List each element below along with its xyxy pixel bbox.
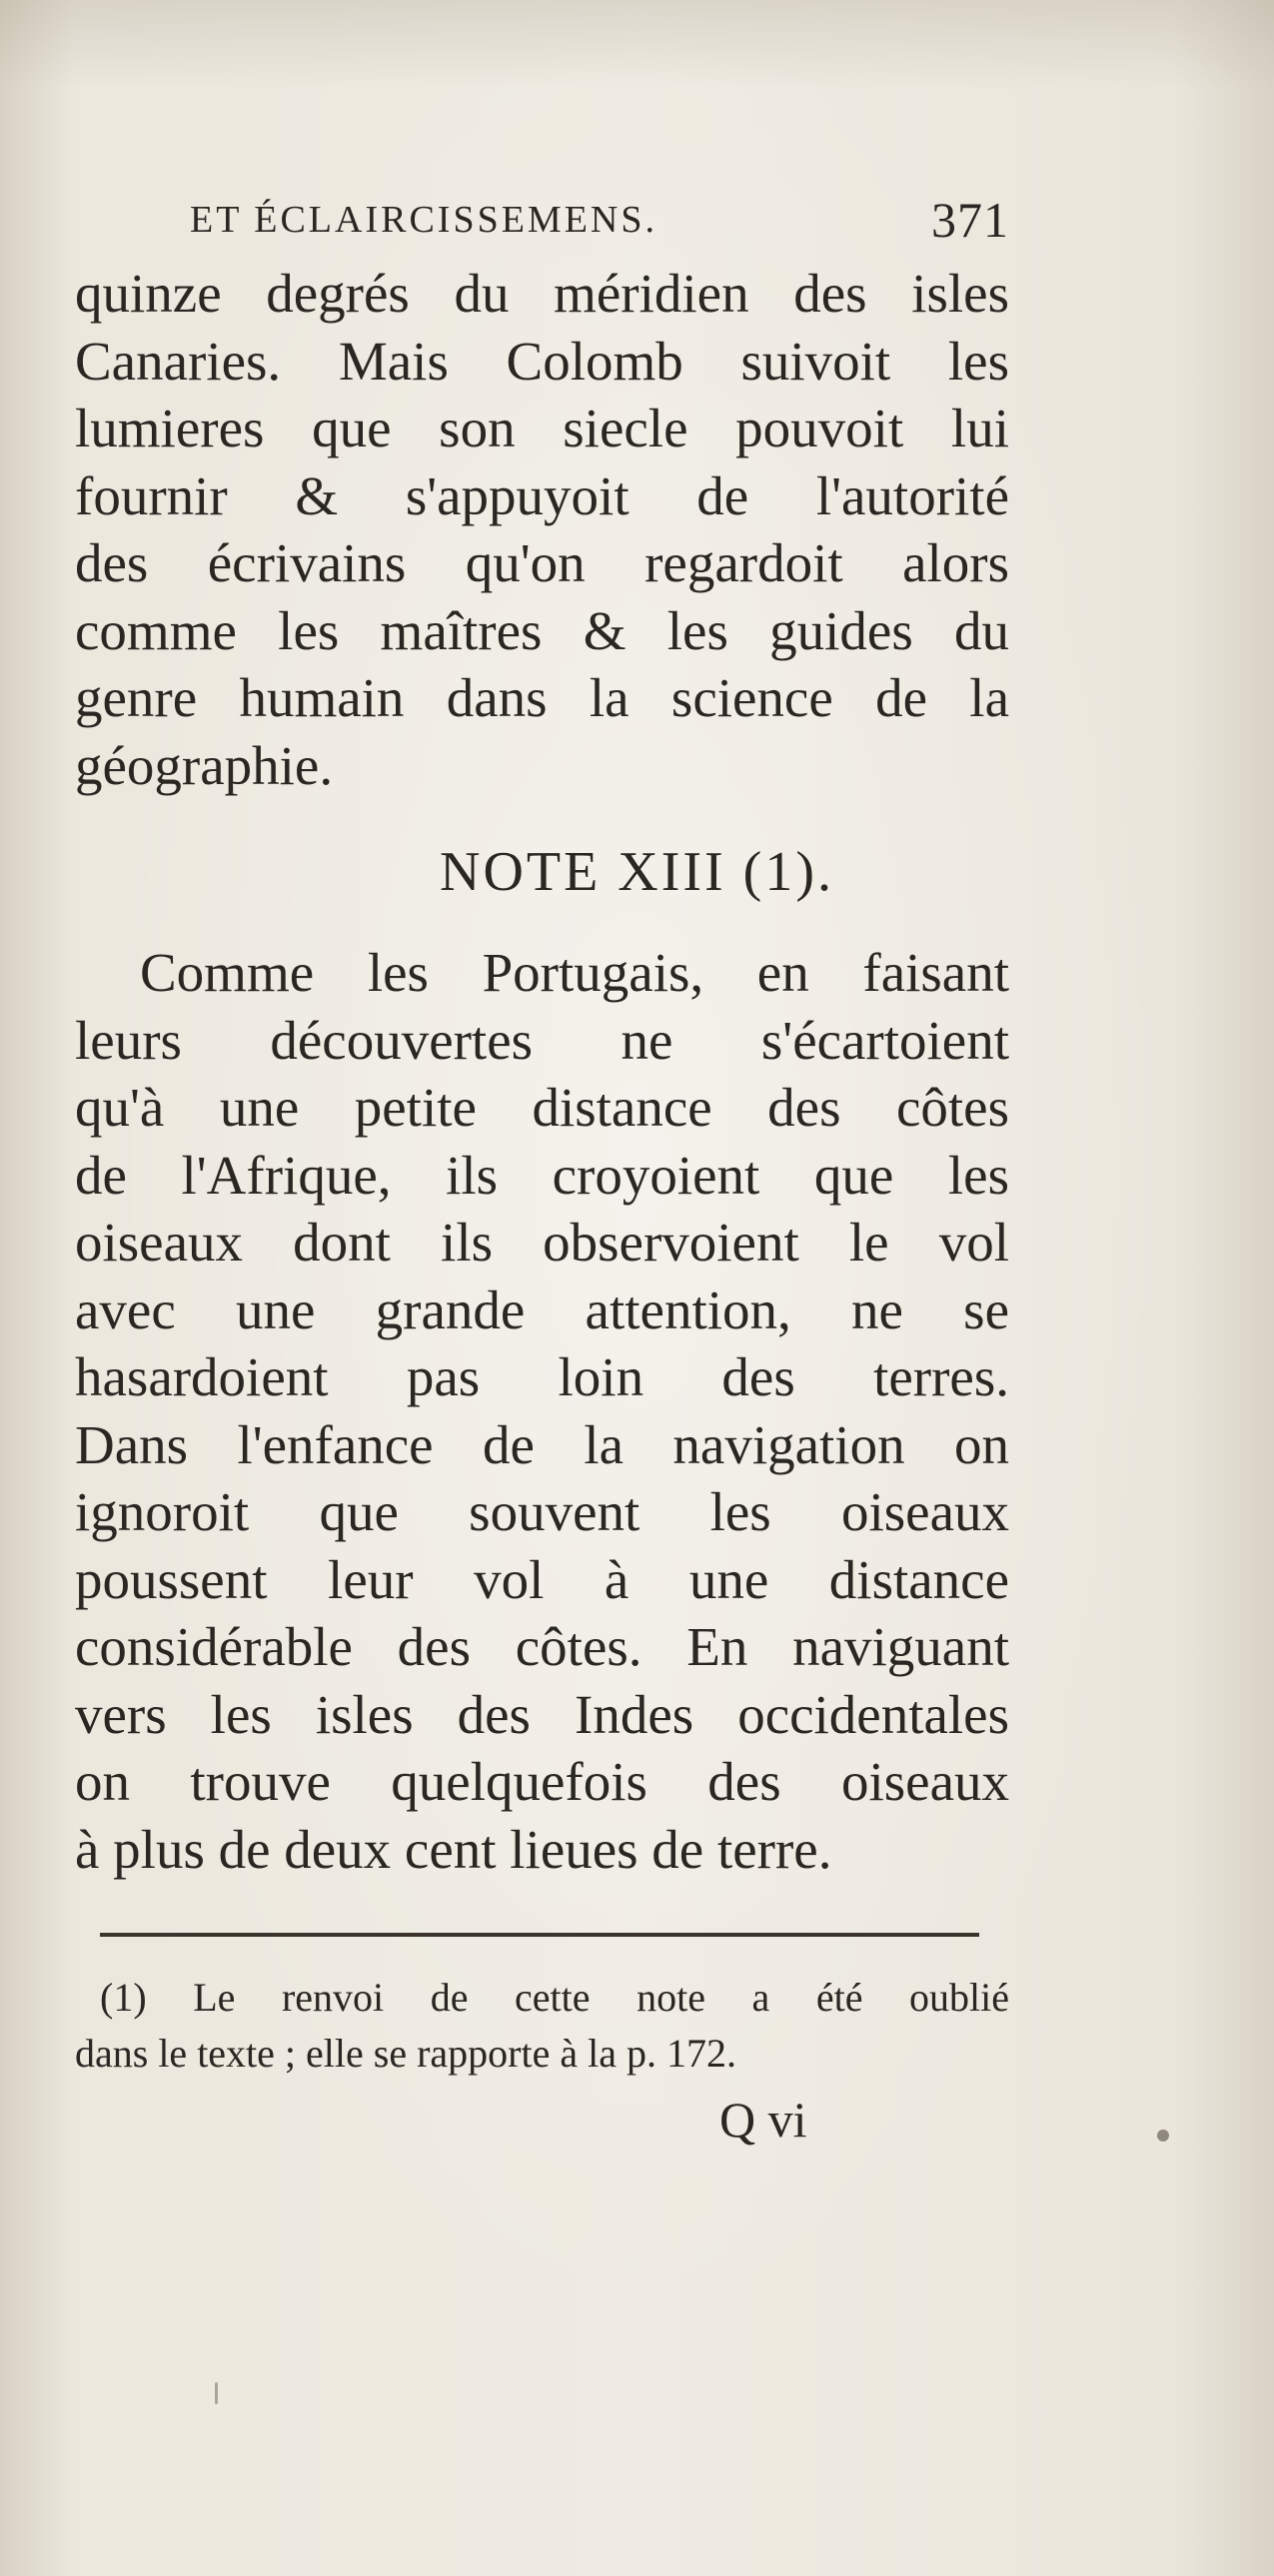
page-edge-shadow bbox=[0, 0, 1274, 90]
text-line: on trouve quelquefois des oiseaux bbox=[75, 1751, 1009, 1812]
text-line: oiseaux dont ils observoient le vol bbox=[75, 1212, 1009, 1273]
text-line: quinze degrés du méridien des isles bbox=[75, 263, 1009, 324]
text-line: poussent leur vol à une distance bbox=[75, 1548, 1009, 1610]
paragraph-1 bbox=[75, 260, 1009, 799]
text-line: géographie. bbox=[75, 734, 334, 796]
text-line: des écrivains qu'on regardoit alors bbox=[75, 532, 1009, 593]
footnote-line: dans le texte ; elle se rapporte à la p. 172. bbox=[75, 2031, 736, 2076]
paragraph-2 bbox=[75, 939, 1009, 1883]
text-line: leurs découvertes ne s'écartoient bbox=[75, 1009, 1009, 1071]
text-line: de l'Afrique, ils croyoient que les bbox=[75, 1144, 1009, 1206]
footnote bbox=[75, 1970, 1009, 2082]
text-line: avec une grande attention, ne se bbox=[75, 1279, 1009, 1340]
footnote-line: (1) Le renvoi de cette note a été oublié bbox=[100, 1975, 1009, 2020]
text-line: fournir & s'appuyoit de l'autorité bbox=[75, 464, 1009, 526]
text-line: considérable des côtes. En naviguant bbox=[75, 1616, 1009, 1677]
running-head-title: ET ÉCLAIRCISSEMENS. bbox=[190, 199, 658, 241]
text-line: Canaries. Mais Colomb suivoit les bbox=[75, 330, 1009, 392]
text-line: Dans l'enfance de la navigation on bbox=[75, 1413, 1009, 1475]
text-line: à plus de deux cent lieues de terre. bbox=[75, 1818, 832, 1880]
text-line: lumieres que son siecle pouvoit lui bbox=[75, 398, 1009, 458]
text-line: qu'à une petite distance des côtes bbox=[75, 1077, 1009, 1138]
text-line: vers les isles des Indes occidentales bbox=[75, 1683, 1009, 1745]
note-heading: NOTE XIII (1). bbox=[440, 841, 834, 903]
text-line: ignoroit que souvent les oiseaux bbox=[75, 1481, 1009, 1542]
paper-speck bbox=[1157, 2130, 1169, 2142]
text-line: genre humain dans la science de la bbox=[75, 667, 1009, 728]
text-line: hasardoient pas loin des terres. bbox=[75, 1346, 1009, 1407]
text-line: Comme les Portugais, en faisant bbox=[140, 942, 1009, 1003]
paper-speck bbox=[215, 2382, 218, 2404]
page-number: 371 bbox=[931, 192, 1009, 248]
catchword: Q vi bbox=[719, 2092, 807, 2147]
footnote-rule bbox=[100, 1933, 979, 1937]
running-head bbox=[190, 190, 1009, 250]
text-line: comme les maîtres & les guides du bbox=[75, 599, 1009, 661]
